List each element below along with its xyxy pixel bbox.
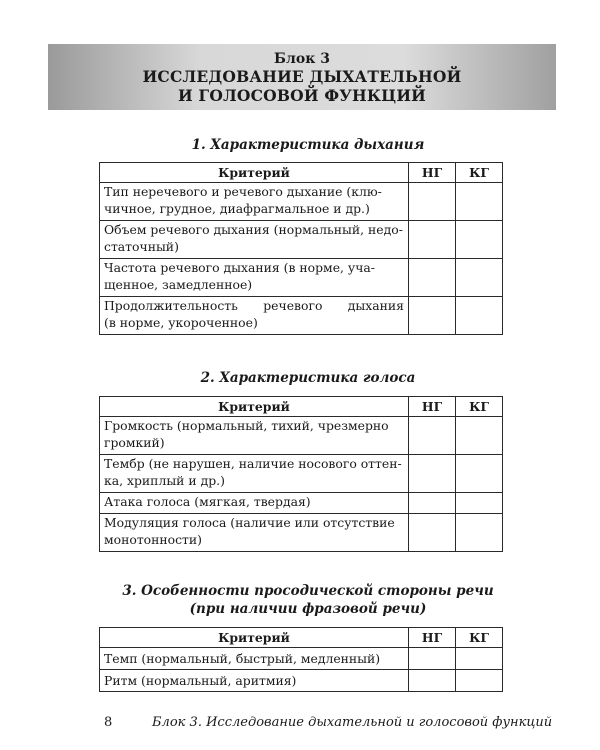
block-title-line-2: И ГОЛОСОВОЙ ФУНКЦИЙ: [177, 86, 427, 105]
table-row: [100, 493, 503, 514]
page-footer: [104, 714, 584, 732]
voice-table: [99, 396, 503, 552]
kg-cell[interactable]: [456, 417, 503, 455]
criterion-cell: [100, 670, 409, 692]
section-title-breathing: 1. Характеристика дыхания: [191, 137, 425, 153]
ng-cell[interactable]: [409, 183, 456, 221]
criterion-cell: [100, 259, 409, 297]
block-header: [48, 44, 556, 110]
kg-cell[interactable]: [456, 670, 503, 692]
breathing-table: [99, 162, 503, 335]
running-title: Блок 3. Исследование дыхательной и голосовой функций: [152, 715, 553, 730]
criterion-line: Громкость (нормальный, тихий, чрезмерно: [104, 418, 389, 433]
section-title-prosody: 3. Особенности просодической стороны речи: [122, 583, 494, 599]
criterion-line: ка, хриплый и др.): [104, 473, 225, 488]
ng-cell[interactable]: [409, 670, 456, 692]
ng-cell[interactable]: [409, 514, 456, 552]
table-header-row: [100, 628, 503, 648]
criterion-line: статочный): [104, 239, 179, 254]
criterion-cell: [100, 455, 409, 493]
table-row: [100, 297, 503, 335]
column-header-ng: НГ: [409, 628, 456, 648]
kg-cell[interactable]: [456, 221, 503, 259]
criterion-line: Тембр (не нарушен, наличие носового оттен-: [104, 456, 402, 471]
block-label: Блок 3: [274, 51, 330, 67]
table-row: [100, 670, 503, 692]
ng-cell[interactable]: [409, 493, 456, 514]
criterion-line: Модуляция голоса (наличие или отсутствие: [104, 515, 395, 530]
criterion-cell: [100, 514, 409, 552]
kg-cell[interactable]: [456, 514, 503, 552]
criterion-line: Объем речевого дыхания (нормальный, недо-: [104, 222, 403, 237]
ng-cell[interactable]: [409, 455, 456, 493]
criterion-cell: [100, 417, 409, 455]
criterion-cell: [100, 648, 409, 670]
ng-cell[interactable]: [409, 417, 456, 455]
table-row: [100, 514, 503, 552]
table-row: [100, 417, 503, 455]
criterion-line: громкий): [104, 435, 165, 450]
table-header-row: [100, 163, 503, 183]
table-row: [100, 259, 503, 297]
criterion-line: монотонности): [104, 532, 202, 547]
criterion-cell: [100, 183, 409, 221]
kg-cell[interactable]: [456, 297, 503, 335]
column-header-kg: КГ: [456, 163, 503, 183]
ng-cell[interactable]: [409, 259, 456, 297]
ng-cell[interactable]: [409, 221, 456, 259]
criterion-line: Темп (нормальный, быстрый, медленный): [104, 651, 381, 666]
ng-cell[interactable]: [409, 648, 456, 670]
criterion-line: Атака голоса (мягкая, твердая): [104, 494, 311, 509]
table-row: [100, 221, 503, 259]
column-header-ng: НГ: [409, 163, 456, 183]
column-header-criterion: Критерий: [100, 397, 409, 417]
column-header-kg: КГ: [456, 397, 503, 417]
criterion-line: (в норме, укороченное): [104, 315, 258, 330]
table-row: [100, 183, 503, 221]
column-header-criterion: Критерий: [100, 163, 409, 183]
column-header-ng: НГ: [409, 397, 456, 417]
criterion-line: щенное, замедленное): [104, 277, 253, 292]
block-title-line-1: ИССЛЕДОВАНИЕ ДЫХАТЕЛЬНОЙ: [142, 67, 462, 86]
criterion-cell: [100, 221, 409, 259]
section-subtitle-prosody: (при наличии фразовой речи): [189, 601, 427, 617]
page-number: 8: [104, 715, 113, 730]
criterion-line: чичное, грудное, диафрагмальное и др.): [104, 201, 370, 216]
criterion-line: Ритм (нормальный, аритмия): [104, 673, 297, 688]
column-header-criterion: Критерий: [100, 628, 409, 648]
table-row: [100, 648, 503, 670]
column-header-kg: КГ: [456, 628, 503, 648]
section-title-voice: 2. Характеристика голоса: [200, 370, 416, 386]
kg-cell[interactable]: [456, 259, 503, 297]
table-row: [100, 455, 503, 493]
kg-cell[interactable]: [456, 493, 503, 514]
kg-cell[interactable]: [456, 455, 503, 493]
criterion-cell: [100, 297, 409, 335]
criterion-line: Продолжительность речевого дыхания: [104, 298, 404, 313]
kg-cell[interactable]: [456, 648, 503, 670]
kg-cell[interactable]: [456, 183, 503, 221]
ng-cell[interactable]: [409, 297, 456, 335]
criterion-line: Тип неречевого и речевого дыхание (клю-: [104, 184, 382, 199]
criterion-cell: [100, 493, 409, 514]
criterion-line: Частота речевого дыхания (в норме, уча-: [104, 260, 375, 275]
prosody-table: [99, 627, 503, 692]
table-header-row: [100, 397, 503, 417]
